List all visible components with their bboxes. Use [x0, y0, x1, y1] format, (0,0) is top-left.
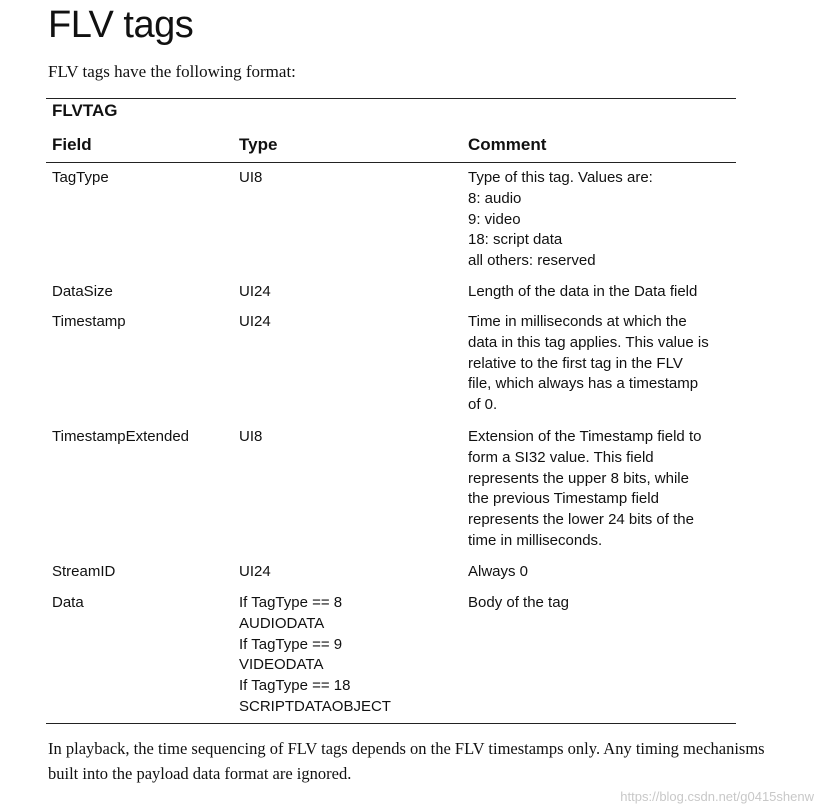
type-cell: If TagType == 8 AUDIODATA If TagType == 9 VIDEODATA If TagType == 18 SCRIPTDATAOBJECT: [239, 594, 391, 715]
column-header-comment: Comment: [468, 135, 547, 154]
comment-cell: Always 0: [468, 563, 529, 580]
comment-cell: Length of the data in the Data field: [468, 283, 698, 300]
page-title: FLV tags: [48, 4, 194, 46]
type-cell: UI8: [239, 428, 263, 445]
field-cell: DataSize: [52, 283, 113, 300]
type-cell: UI24: [239, 283, 271, 300]
comment-cell: Extension of the Timestamp field to form a SI32 value. This field represents the upper 8 bits, while the previous Timestamp field represents the lower 24 bits of the time in milliseconds.: [468, 428, 702, 549]
type-cell: UI24: [239, 313, 271, 330]
column-header-type: Type: [239, 135, 278, 154]
comment-cell: Time in milliseconds at which the data in this tag applies. This value is relative to the first tag in the FLV file, which always has a timestamp of 0.: [468, 313, 709, 414]
table-header-rule: [46, 162, 736, 163]
intro-paragraph: FLV tags have the following format:: [48, 62, 296, 81]
table-bottom-rule: [46, 723, 736, 724]
outro-paragraph: In playback, the time sequencing of FLV tags depends on the FLV timestamps only. Any timing mechanisms built into the payload data format are ignored.: [48, 739, 765, 783]
comment-cell: Type of this tag. Values are: 8: audio 9: video 18: script data all others: reserved: [468, 169, 653, 270]
watermark-text: https://blog.csdn.net/g0415shenw: [620, 789, 814, 804]
field-cell: TimestampExtended: [52, 428, 190, 445]
field-cell: StreamID: [52, 563, 116, 580]
type-cell: UI8: [239, 169, 263, 186]
field-cell: Data: [52, 594, 84, 611]
comment-cell: Body of the tag: [468, 594, 569, 611]
column-header-field: Field: [52, 135, 92, 154]
table-caption: FLVTAG: [52, 101, 118, 120]
field-cell: TagType: [52, 169, 109, 186]
table-top-rule: [46, 98, 736, 99]
field-cell: Timestamp: [52, 313, 126, 330]
type-cell: UI24: [239, 563, 271, 580]
